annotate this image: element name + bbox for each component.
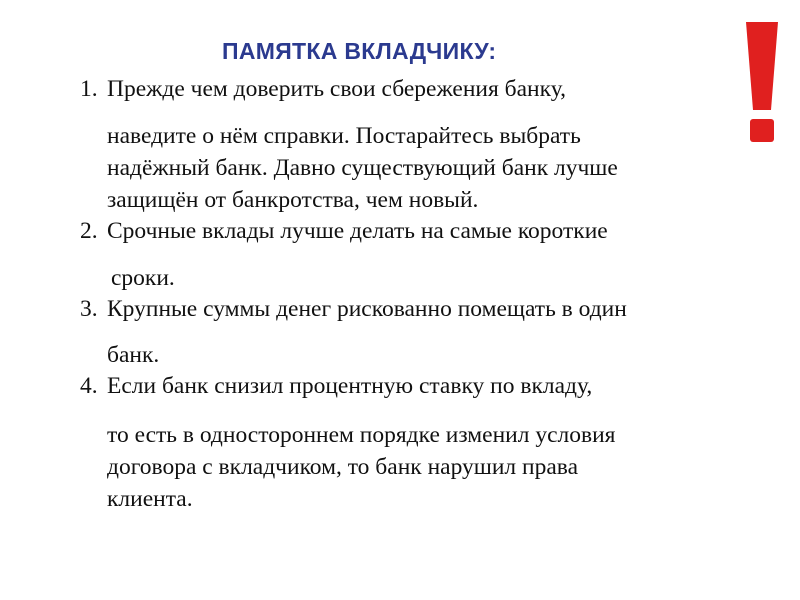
page-title: ПАМЯТКА ВКЛАДЧИКУ: [222,38,497,64]
list-item-number: 3. [80,296,98,322]
list-item-1-line-3: надёжный банк. Давно существующий банк лучше [107,155,618,181]
list-item-1-line-4: защищён от банкротства, чем новый. [107,187,479,213]
list-item-1-line-2: наведите о нём справки. Постарайтесь выбрать [107,123,581,149]
list-item-4-line-2: то есть в одностороннем порядке изменил условия [107,422,616,448]
list-item-4-line-1 [80,371,592,401]
exclamation-icon [742,18,782,144]
list-item-text: Если банк снизил процентную ставку по вкладу, [107,373,593,399]
list-item-number: 4. [80,373,98,399]
list-item-2-line-2: сроки. [111,265,175,291]
list-item-text: Срочные вклады лучше делать на самые короткие [107,218,608,244]
list-item-4-line-3: договора с вкладчиком, то банк нарушил права [107,454,579,480]
list-item-3-line-1 [80,294,627,324]
list-item-1-line-1 [80,74,566,104]
list-item-number: 2. [80,218,98,244]
list-item-2-line-1 [80,216,608,246]
list-item-3-line-2: банк. [107,342,160,368]
list-item-text: Прежде чем доверить свои сбережения банку, [107,76,566,102]
list-item-4-line-4: клиента. [107,486,193,512]
list-item-number: 1. [80,76,98,102]
list-item-text: Крупные суммы денег рискованно помещать в один [107,296,627,322]
